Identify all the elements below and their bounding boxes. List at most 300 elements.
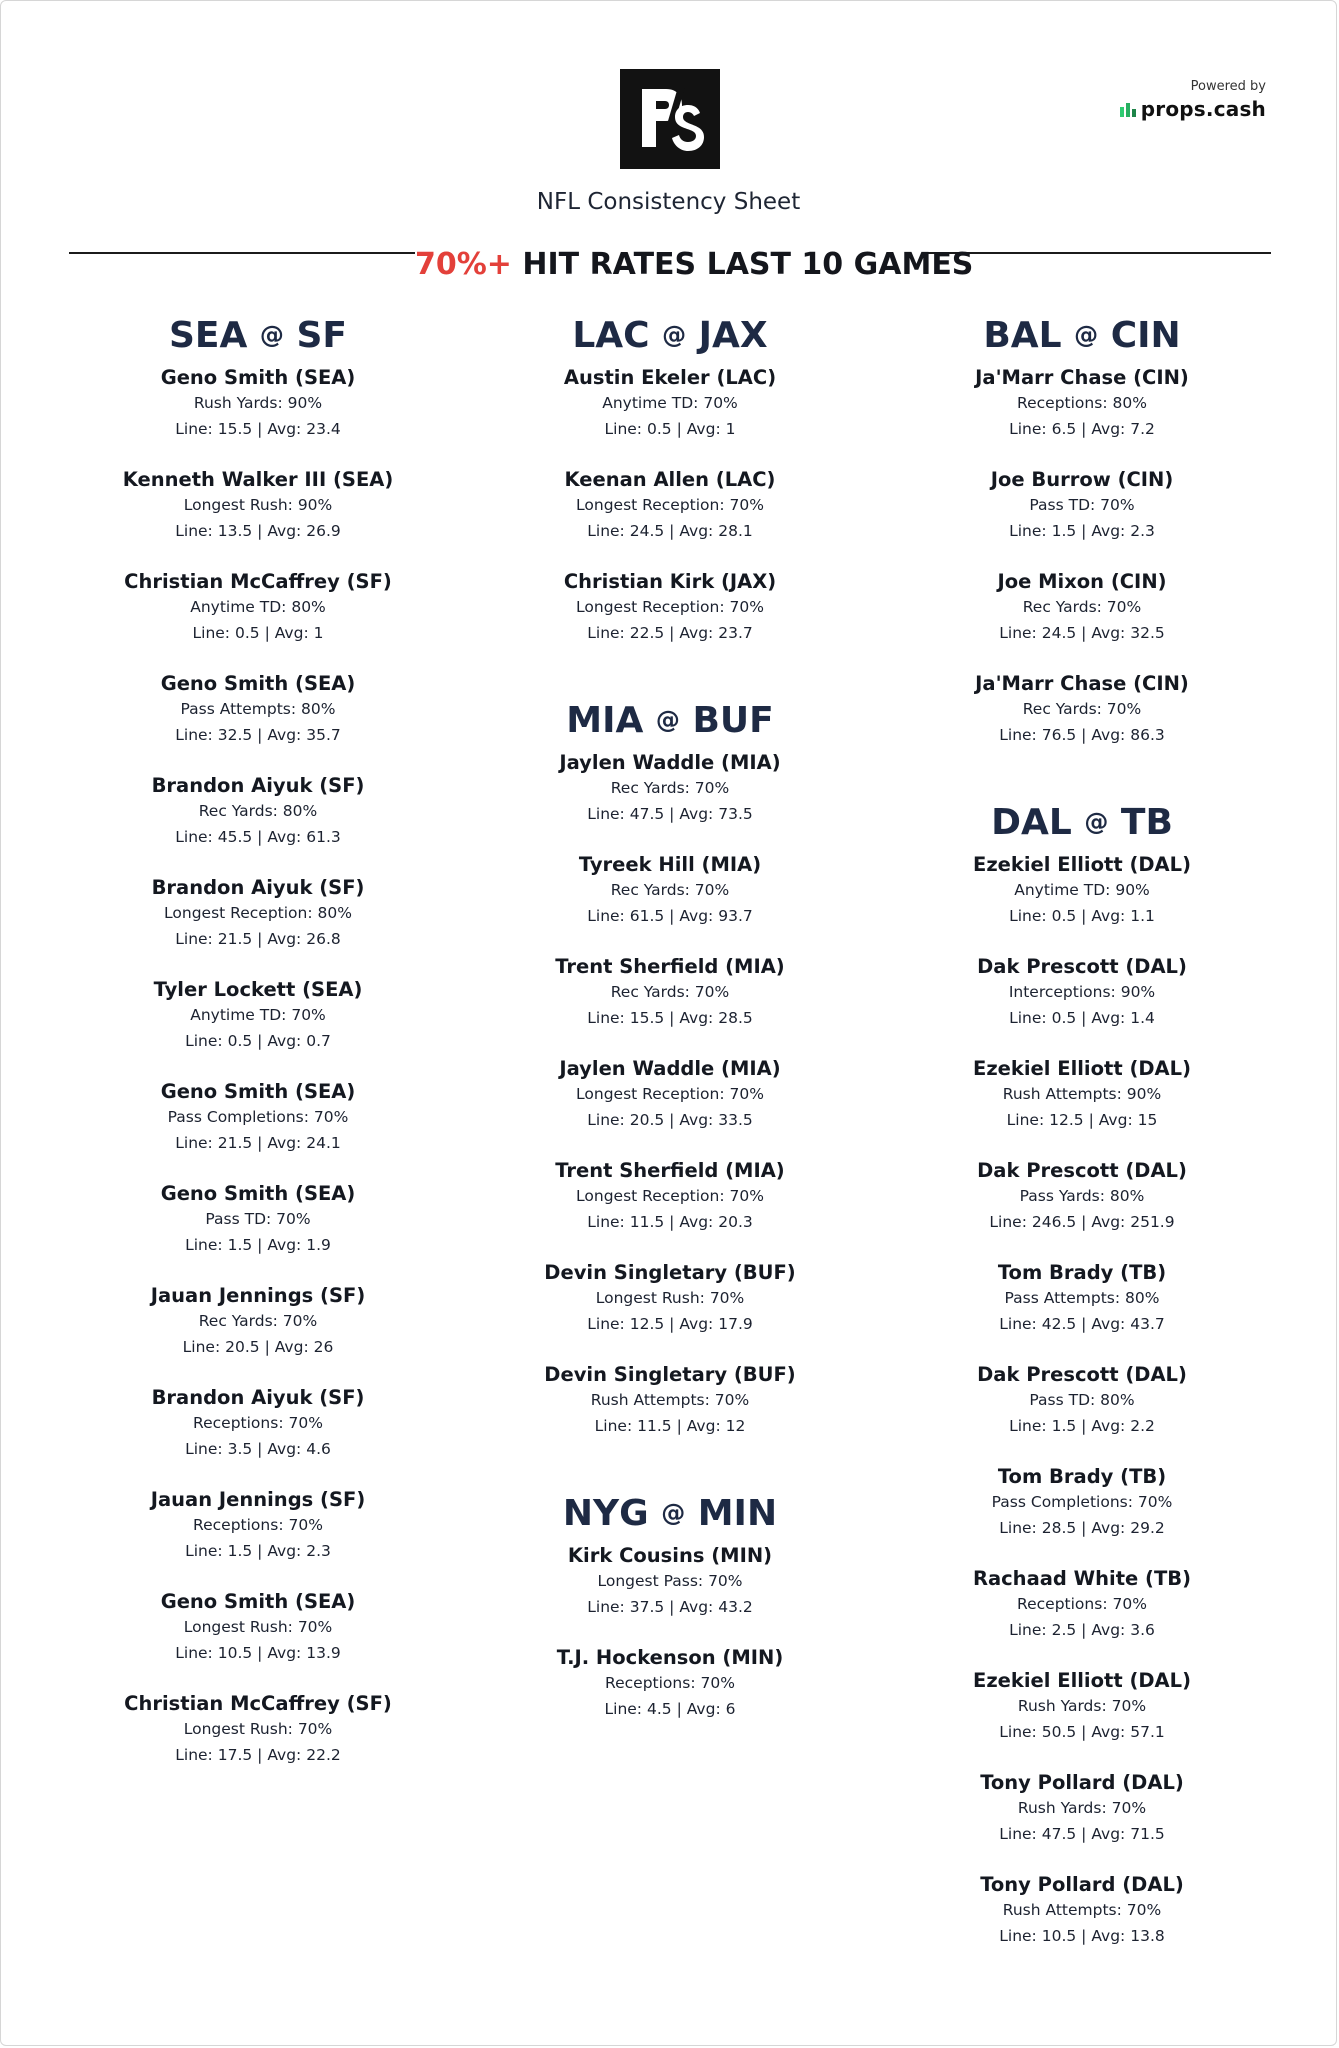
prop-entry <box>48 1487 468 1564</box>
line-value: 20.5 <box>225 1337 260 1356</box>
player-name: Ja'Marr Chase (CIN) <box>975 672 1189 695</box>
line-value: 76.5 <box>1041 725 1077 744</box>
player-name: Brandon Aiyuk (SF) <box>151 774 365 797</box>
prop-entry <box>872 1770 1292 1847</box>
separator: | <box>1081 1314 1087 1333</box>
prop-stat: Rush Yards: 70% <box>1017 1697 1147 1715</box>
avg-label: Avg: <box>267 419 302 438</box>
avg-label: Avg: <box>686 1416 721 1435</box>
prop-stat: Rush Attempts: 70% <box>1002 1901 1162 1919</box>
line-label: Line: <box>175 827 213 846</box>
avg-label: Avg: <box>679 1110 714 1129</box>
line-value: 24.5 <box>629 521 665 540</box>
ps-logo <box>620 69 720 169</box>
stat-name: Rec Yards <box>1022 700 1097 718</box>
avg-label: Avg: <box>1091 1008 1126 1027</box>
line-label: Line: <box>587 1110 625 1129</box>
line-label: Line: <box>989 1212 1027 1231</box>
game-matchup-title <box>48 309 468 361</box>
separator: | <box>669 1008 675 1027</box>
player-name: Dak Prescott (DAL) <box>977 1363 1187 1386</box>
separator: | <box>1088 1110 1094 1129</box>
prop-entry <box>460 954 880 1031</box>
prop-line-avg <box>872 1312 1292 1338</box>
line-label: Line: <box>1009 1416 1047 1435</box>
avg-value: 61.3 <box>306 827 341 846</box>
player-name: Ezekiel Elliott (DAL) <box>973 1057 1191 1080</box>
away-team: SEA <box>168 315 248 356</box>
line-label: Line: <box>175 725 213 744</box>
prop-entry <box>48 1385 468 1462</box>
line-value: 0.5 <box>1051 906 1077 925</box>
player-name: Brandon Aiyuk (SF) <box>151 1386 365 1409</box>
avg-value: 13.8 <box>1130 1926 1165 1945</box>
stat-name: Rec Yards <box>610 881 685 899</box>
avg-value: 1.9 <box>306 1235 331 1254</box>
stat-name: Anytime TD <box>190 1006 282 1024</box>
player-name: Devin Singletary (BUF) <box>544 1261 796 1284</box>
line-label: Line: <box>587 623 625 642</box>
hit-rate: 70% <box>1111 1799 1147 1817</box>
avg-value: 17.9 <box>718 1314 753 1333</box>
ps-logo-icon <box>620 69 720 169</box>
line-value: 22.5 <box>629 623 665 642</box>
line-label: Line: <box>1009 521 1047 540</box>
prop-line-avg <box>872 417 1292 443</box>
prop-entry <box>872 569 1292 646</box>
hit-rate: 90% <box>287 394 323 412</box>
line-value: 47.5 <box>629 804 665 823</box>
prop-line-avg <box>460 1210 880 1236</box>
separator: | <box>669 804 675 823</box>
line-value: 3.5 <box>227 1439 253 1458</box>
prop-stat: Pass TD: 70% <box>1029 496 1135 514</box>
prop-line-avg <box>460 519 880 545</box>
prop-stat: Longest Reception: 70% <box>576 1085 764 1103</box>
line-label: Line: <box>594 1416 633 1435</box>
divider-right <box>925 252 1271 254</box>
prop-line-avg <box>460 1006 880 1032</box>
hit-rate: 70% <box>703 394 738 412</box>
prop-line-avg <box>48 825 468 851</box>
avg-label: Avg: <box>679 804 714 823</box>
avg-label: Avg: <box>1091 1212 1126 1231</box>
prop-stat: Rec Yards: 70% <box>610 881 730 899</box>
banner-accent: 70%+ <box>415 247 512 282</box>
home-team: BUF <box>692 700 774 741</box>
line-value: 20.5 <box>629 1110 665 1129</box>
stat-name: Receptions <box>1017 1595 1103 1613</box>
avg-value: 1 <box>725 419 736 438</box>
game-section <box>460 309 880 646</box>
player-name: Joe Mixon (CIN) <box>997 570 1167 593</box>
prop-entry <box>872 365 1292 442</box>
stat-name: Rec Yards <box>198 1312 273 1330</box>
player-name: Ja'Marr Chase (CIN) <box>975 366 1189 389</box>
avg-label: Avg: <box>267 1235 302 1254</box>
prop-entry <box>48 1589 468 1666</box>
hit-rate: 90% <box>1115 881 1150 899</box>
prop-stat: Rec Yards: 70% <box>610 779 730 797</box>
home-team: TB <box>1120 802 1173 843</box>
game-matchup-title <box>872 309 1292 361</box>
stat-name: Rush Yards <box>1017 1697 1102 1715</box>
hit-rate: 70% <box>1111 1697 1147 1715</box>
line-label: Line: <box>587 1597 625 1616</box>
avg-value: 1.4 <box>1130 1008 1155 1027</box>
hit-rate: 80% <box>317 904 352 922</box>
props-cash-name: props.cash <box>1140 97 1266 121</box>
stat-name: Receptions <box>193 1516 279 1534</box>
player-name: Tyler Lockett (SEA) <box>153 978 363 1001</box>
line-label: Line: <box>587 521 625 540</box>
at-symbol: @ <box>1074 321 1099 349</box>
at-symbol: @ <box>662 321 687 349</box>
stat-name: Longest Reception <box>164 904 308 922</box>
prop-stat: Rush Attempts: 70% <box>590 1391 750 1409</box>
avg-label: Avg: <box>267 521 302 540</box>
stat-name: Rec Yards <box>610 779 685 797</box>
stat-name: Rush Attempts <box>590 1391 705 1409</box>
prop-stat: Rush Yards: 70% <box>1017 1799 1147 1817</box>
hit-rate: 70% <box>1137 1493 1173 1511</box>
at-symbol: @ <box>1084 808 1109 836</box>
prop-stat: Receptions: 70% <box>1017 1595 1147 1613</box>
line-label: Line: <box>175 1643 213 1662</box>
line-value: 42.5 <box>1041 1314 1077 1333</box>
line-label: Line: <box>182 1337 221 1356</box>
avg-value: 2.3 <box>1130 521 1155 540</box>
separator: | <box>257 725 263 744</box>
prop-stat: Receptions: 70% <box>193 1516 323 1534</box>
separator: | <box>669 1212 675 1231</box>
hit-rate: 70% <box>1112 1595 1147 1613</box>
hit-rate: 70% <box>700 1674 735 1692</box>
player-name: Jaylen Waddle (MIA) <box>559 751 781 774</box>
stat-name: Pass Attempts <box>1004 1289 1115 1307</box>
prop-entry <box>48 875 468 952</box>
prop-entry <box>872 1362 1292 1439</box>
player-name: Brandon Aiyuk (SF) <box>151 876 365 899</box>
avg-value: 29.2 <box>1130 1518 1165 1537</box>
line-value: 32.5 <box>217 725 253 744</box>
line-value: 4.5 <box>646 1699 672 1718</box>
home-team: JAX <box>698 315 768 356</box>
line-label: Line: <box>185 1541 223 1560</box>
prop-stat: Rec Yards: 70% <box>1022 598 1142 616</box>
stat-name: Anytime TD <box>602 394 694 412</box>
prop-line-avg <box>872 1414 1292 1440</box>
line-label: Line: <box>999 1926 1037 1945</box>
separator: | <box>264 1337 270 1356</box>
prop-line-avg <box>48 1641 468 1667</box>
player-name: Jauan Jennings (SF) <box>150 1488 366 1511</box>
separator: | <box>669 1110 675 1129</box>
prop-entry <box>872 954 1292 1031</box>
prop-entry <box>872 1668 1292 1745</box>
line-value: 28.5 <box>1041 1518 1077 1537</box>
hit-rate: 90% <box>297 496 333 514</box>
prop-stat: Longest Rush: 70% <box>183 1618 333 1636</box>
prop-stat: Rec Yards: 80% <box>198 802 318 820</box>
avg-label: Avg: <box>1091 1722 1126 1741</box>
line-label: Line: <box>175 929 213 948</box>
line-value: 13.5 <box>217 521 253 540</box>
line-label: Line: <box>587 1008 625 1027</box>
prop-line-avg <box>48 1743 468 1769</box>
avg-value: 6 <box>725 1699 736 1718</box>
prop-entry <box>872 1872 1292 1949</box>
prop-entry <box>872 671 1292 748</box>
stat-name: Rush Attempts <box>1002 1901 1117 1919</box>
prop-stat: Anytime TD: 90% <box>1014 881 1150 899</box>
powered-by-badge <box>1120 79 1266 121</box>
separator: | <box>669 1314 675 1333</box>
player-name: Trent Sherfield (MIA) <box>555 1159 785 1182</box>
separator: | <box>257 929 263 948</box>
avg-value: 86.3 <box>1130 725 1165 744</box>
line-value: 21.5 <box>217 929 253 948</box>
line-label: Line: <box>587 1212 625 1231</box>
away-team: LAC <box>572 315 650 356</box>
avg-label: Avg: <box>1098 1110 1133 1129</box>
column-1 <box>48 309 468 1793</box>
avg-label: Avg: <box>1091 1518 1126 1537</box>
avg-label: Avg: <box>274 623 309 642</box>
game-section <box>460 1487 880 1722</box>
line-value: 11.5 <box>629 1212 665 1231</box>
page-subtitle: NFL Consistency Sheet <box>536 189 801 215</box>
line-label: Line: <box>1009 1008 1047 1027</box>
line-label: Line: <box>1006 1110 1045 1129</box>
game-section <box>872 309 1292 748</box>
hit-rate: 70% <box>714 1391 750 1409</box>
line-value: 1.5 <box>227 1235 253 1254</box>
line-value: 2.5 <box>1051 1620 1077 1639</box>
avg-label: Avg: <box>267 1745 302 1764</box>
line-label: Line: <box>185 1031 223 1050</box>
stat-name: Rush Attempts <box>1002 1085 1117 1103</box>
stat-name: Rec Yards <box>1022 598 1097 616</box>
avg-value: 22.2 <box>306 1745 341 1764</box>
prop-line-avg <box>872 1108 1292 1134</box>
prop-stat: Longest Rush: 70% <box>595 1289 745 1307</box>
at-symbol: @ <box>259 321 284 349</box>
prop-entry <box>460 1056 880 1133</box>
avg-label: Avg: <box>1091 725 1126 744</box>
prop-stat: Rec Yards: 70% <box>1022 700 1142 718</box>
prop-entry <box>48 467 468 544</box>
prop-line-avg <box>872 904 1292 930</box>
line-label: Line: <box>587 906 625 925</box>
stat-name: Longest Rush <box>183 1720 288 1738</box>
stat-name: Pass Completions <box>991 1493 1128 1511</box>
hit-rate: 90% <box>1120 983 1156 1001</box>
hit-rate: 80% <box>1109 1187 1145 1205</box>
stat-name: Rec Yards <box>610 983 685 1001</box>
prop-stat: Pass Yards: 80% <box>1019 1187 1145 1205</box>
prop-entry <box>872 467 1292 544</box>
prop-stat: Longest Reception: 70% <box>576 496 764 514</box>
away-team: BAL <box>983 315 1062 356</box>
player-name: Tony Pollard (DAL) <box>980 1873 1184 1896</box>
avg-value: 3.6 <box>1130 1620 1155 1639</box>
player-name: Austin Ekeler (LAC) <box>563 366 777 389</box>
avg-label: Avg: <box>267 1541 302 1560</box>
away-team: MIA <box>566 700 644 741</box>
avg-label: Avg: <box>1091 1824 1126 1843</box>
line-value: 50.5 <box>1041 1722 1077 1741</box>
avg-label: Avg: <box>686 1699 721 1718</box>
avg-label: Avg: <box>686 419 721 438</box>
prop-line-avg <box>872 1924 1292 1950</box>
prop-entry <box>872 1464 1292 1541</box>
player-name: Geno Smith (SEA) <box>160 672 356 695</box>
prop-entry <box>872 852 1292 929</box>
hit-rate: 70% <box>729 1085 764 1103</box>
stat-name: Longest Reception <box>576 496 720 514</box>
prop-entry <box>460 1362 880 1439</box>
avg-label: Avg: <box>679 1008 714 1027</box>
line-label: Line: <box>604 1699 643 1718</box>
player-name: Geno Smith (SEA) <box>160 1080 356 1103</box>
prop-entry <box>48 1283 468 1360</box>
avg-label: Avg: <box>1091 1314 1126 1333</box>
prop-line-avg <box>460 802 880 828</box>
prop-entry <box>872 1158 1292 1235</box>
hit-rate: 70% <box>1106 598 1142 616</box>
hit-rate: 70% <box>694 881 730 899</box>
hit-rate: 80% <box>291 598 326 616</box>
stat-name: Receptions <box>193 1414 279 1432</box>
prop-line-avg <box>48 1335 468 1361</box>
player-name: Trent Sherfield (MIA) <box>555 955 785 978</box>
avg-value: 2.3 <box>306 1541 331 1560</box>
hit-rate: 70% <box>288 1414 323 1432</box>
separator: | <box>669 1597 675 1616</box>
line-value: 47.5 <box>1041 1824 1077 1843</box>
separator: | <box>257 1745 263 1764</box>
player-name: Dak Prescott (DAL) <box>977 1159 1187 1182</box>
avg-value: 28.1 <box>718 521 753 540</box>
separator: | <box>257 419 263 438</box>
line-value: 1.5 <box>1051 521 1077 540</box>
prop-line-avg <box>872 1006 1292 1032</box>
prop-line-avg <box>48 1437 468 1463</box>
stat-name: Longest Rush <box>595 1289 700 1307</box>
avg-value: 251.9 <box>1130 1212 1175 1231</box>
prop-entry <box>460 365 880 442</box>
separator: | <box>669 521 675 540</box>
prop-stat: Rush Yards: 90% <box>193 394 323 412</box>
prop-entry <box>48 671 468 748</box>
line-label: Line: <box>999 1518 1037 1537</box>
column-2 <box>460 309 880 1747</box>
line-label: Line: <box>587 1314 625 1333</box>
away-team: DAL <box>991 802 1072 843</box>
line-value: 11.5 <box>637 1416 672 1435</box>
avg-value: 26.8 <box>306 929 341 948</box>
avg-label: Avg: <box>679 521 714 540</box>
avg-label: Avg: <box>1091 521 1126 540</box>
line-value: 15.5 <box>629 1008 665 1027</box>
avg-value: 0.7 <box>306 1031 331 1050</box>
line-label: Line: <box>1009 906 1047 925</box>
avg-value: 57.1 <box>1130 1722 1165 1741</box>
line-label: Line: <box>185 1439 223 1458</box>
prop-line-avg <box>48 1029 468 1055</box>
prop-stat: Longest Pass: 70% <box>597 1572 743 1590</box>
player-name: T.J. Hockenson (MIN) <box>556 1646 784 1669</box>
hit-rate: 70% <box>729 496 764 514</box>
avg-label: Avg: <box>1091 1926 1126 1945</box>
avg-label: Avg: <box>679 1314 714 1333</box>
separator: | <box>257 1133 263 1152</box>
player-name: Christian Kirk (JAX) <box>563 570 777 593</box>
prop-stat: Pass Attempts: 80% <box>180 700 336 718</box>
prop-line-avg <box>48 417 468 443</box>
avg-label: Avg: <box>267 929 302 948</box>
player-name: Joe Burrow (CIN) <box>990 468 1174 491</box>
avg-value: 23.7 <box>718 623 753 642</box>
prop-line-avg <box>872 1618 1292 1644</box>
prop-line-avg <box>460 1595 880 1621</box>
separator: | <box>1081 1518 1087 1537</box>
prop-stat: Receptions: 80% <box>1017 394 1147 412</box>
player-name: Geno Smith (SEA) <box>160 366 356 389</box>
prop-stat: Pass Completions: 70% <box>991 1493 1173 1511</box>
banner-title <box>415 245 974 285</box>
prop-line-avg <box>48 723 468 749</box>
prop-stat: Pass Completions: 70% <box>167 1108 349 1126</box>
game-section <box>872 796 1292 1949</box>
prop-stat: Anytime TD: 80% <box>190 598 326 616</box>
stat-name: Pass Attempts <box>180 700 291 718</box>
prop-line-avg <box>460 417 880 443</box>
player-name: Jaylen Waddle (MIA) <box>559 1057 781 1080</box>
prop-entry <box>460 1645 880 1722</box>
line-value: 0.5 <box>1051 1008 1077 1027</box>
line-value: 6.5 <box>1051 419 1077 438</box>
hit-rate: 70% <box>291 1006 326 1024</box>
prop-entry <box>460 467 880 544</box>
prop-stat: Anytime TD: 70% <box>602 394 738 412</box>
line-label: Line: <box>185 1235 223 1254</box>
separator: | <box>669 623 675 642</box>
stat-name: Receptions <box>1017 394 1103 412</box>
prop-entry <box>48 569 468 646</box>
divider-left <box>69 252 415 254</box>
separator: | <box>1081 906 1087 925</box>
avg-value: 26.9 <box>306 521 341 540</box>
prop-entry <box>48 1181 468 1258</box>
prop-line-avg <box>872 1210 1292 1236</box>
player-name: Tony Pollard (DAL) <box>980 1771 1184 1794</box>
separator: | <box>257 1031 263 1050</box>
avg-value: 28.5 <box>718 1008 753 1027</box>
prop-entry <box>460 852 880 929</box>
prop-stat: Longest Reception: 70% <box>576 598 764 616</box>
prop-stat: Longest Reception: 70% <box>576 1187 764 1205</box>
separator: | <box>676 1416 682 1435</box>
prop-entry <box>48 977 468 1054</box>
avg-value: 1 <box>313 623 324 642</box>
line-label: Line: <box>999 725 1037 744</box>
separator: | <box>1081 1008 1087 1027</box>
separator: | <box>257 1439 263 1458</box>
hit-rate: 70% <box>708 1572 743 1590</box>
player-name: Keenan Allen (LAC) <box>564 468 776 491</box>
